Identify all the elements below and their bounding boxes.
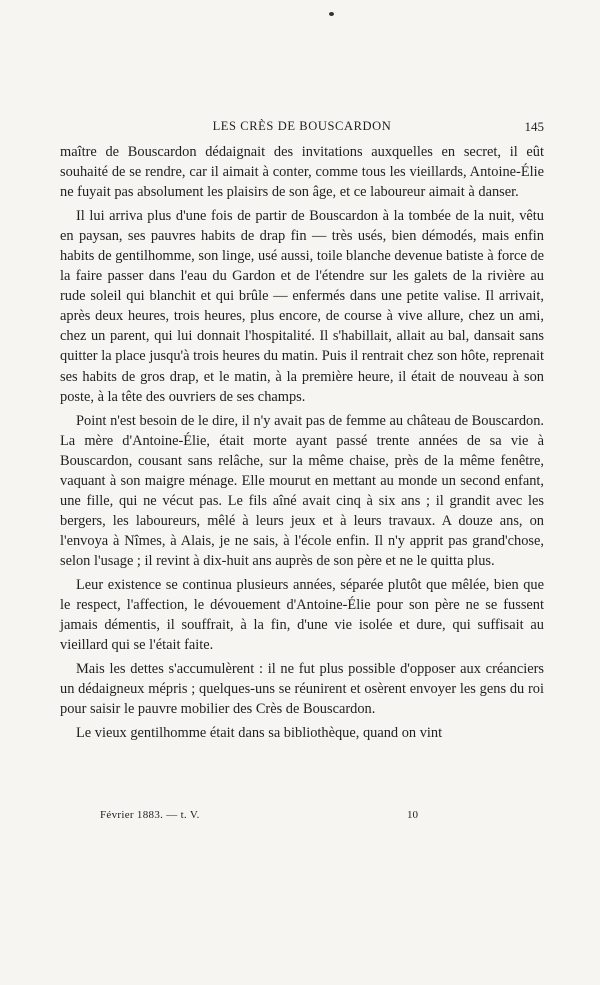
footer-sheet-number: 10 (407, 809, 418, 821)
paragraph-5: Mais les dettes s'accumulèrent : il ne fut plus possible d'opposer aux créanciers un dédaigneux mépris ; quelques-uns se réunirent et osèrent envoyer les gens du roi pour saisir le pauvre mobilier des Crès de Bouscardon. (60, 661, 544, 718)
body-text (60, 142, 544, 743)
footer-signature: Février 1883. — t. V. (100, 809, 200, 821)
paragraph-3: Point n'est besoin de le dire, il n'y avait pas de femme au château de Bouscardon. La mère d'Antoine-Élie, était morte ayant passé trente années de sa vie à Bouscardon, cousant sans relâche, sur la même chaise, près de la même fenêtre, vaquant à son maigre ménage. Elle mourut en mettant au monde un second enfant, une fille, qui ne vécut pas. Le fils aîné avait cinq à six ans ; il grandit avec les bergers, les laboureurs, mêlé à leurs jeux et à leurs travaux. A douze ans, on l'envoya à Nîmes, à Alais, je ne sais, à l'école enfin. Il n'y apprit pas grand'chose, selon l'usage ; il revint à dix-huit ans auprès de son père et ne le quitta plus. (60, 412, 544, 569)
paragraph-1: maître de Bouscardon dédaignait des invitations auxquelles en secret, il eût souhaité de se rendre, car il aimait à conter, comme tous les vieillards, Antoine-Élie ne fuyait pas absolument les plaisirs de son âge, et ce laboureur aimait à danser. (60, 144, 544, 201)
running-header (60, 119, 544, 139)
running-title: LES CRÈS DE BOUSCARDON (212, 119, 392, 133)
paragraph-2: Il lui arriva plus d'une fois de partir de Bouscardon à la tombée de la nuit, vêtu en paysan, ses pauvres habits de drap fin — très usés, bien démodés, mais enfin habits de gentilhomme, son linge, usé aussi, toile blanche devenue batiste à force de la faire passer dans l'eau du Gardon et de l'étendre sur les galets de la rivière au rude soleil qui blanchit et qui brûle — enfermés dans une petite valise. Il arrivait, après deux heures, trois heures, plus encore, de course à vive allure, chez un ami, chez un parent, qui lui donnait l'hospitalité. Il s'habillait, allait au bal, dansait sans quitter la place jusqu'à trois heures du matin. Puis il rentrait chez son hôte, reprenait ses habits de gros drap, et le matin, à la première heure, il était de nouveau à son poste, à la tête des ouvriers de ses champs. (60, 208, 544, 405)
page-footer (60, 809, 544, 827)
paragraph-4: Leur existence se continua plusieurs années, séparée plutôt que mêlée, bien que le respect, l'affection, le dévouement d'Antoine-Élie pour son père ne se fussent jamais démentis, il souffrait, à la fin, d'une vie isolée et dure, qui suffisait au vieillard qui se l'était faite. (60, 576, 544, 654)
ink-mark (329, 12, 334, 16)
page-number: 145 (524, 119, 544, 134)
paragraph-6: Le vieux gentilhomme était dans sa bibliothèque, quand on vint (76, 725, 443, 742)
